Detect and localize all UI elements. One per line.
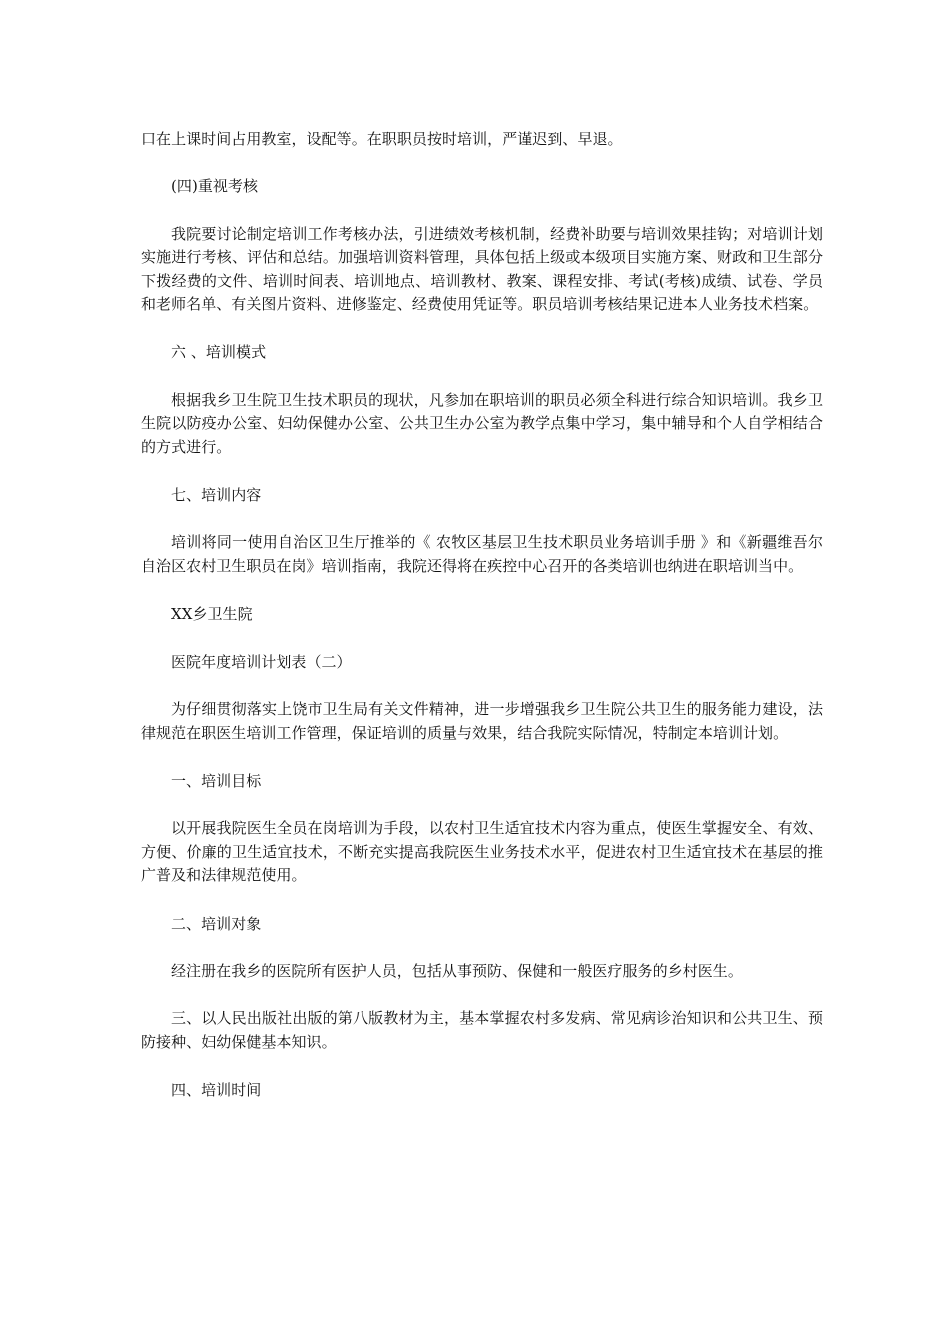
- paragraph-training-content: 培训将同一使用自治区卫生厅推举的《 农牧区基层卫生技术职员业务培训手册 》和《新疆维吾尔自治区农村卫生职员在岗》培训指南，我院还得将在疾控中心召开的各类培训也纳进在职培训当中。: [141, 533, 823, 575]
- paragraph-continuation: 口在上课时间占用教室，设配等。在职职员按时培训，严谨迟到、早退。: [141, 130, 623, 148]
- section-heading-assessment: (四)重视考核: [171, 177, 259, 196]
- paragraph-assessment: 我院要讨论制定培训工作考核办法，引进绩效考核机制，经费补助要与培训效果挂钩；对培训计划实施进行考核、评估和总结。加强培训资料管理，具体包括上级或本级项目实施方案、财政和卫生部分下拨经费的文件、培训时间表、培训地点、培训教材、教案、课程安排、考试(考核)成绩、试卷、学员和老师名单、有关图片资料、进修鉴定、经费使用凭证等。职员培训考核结果记进本人业务技术档案。: [141, 224, 823, 314]
- section-heading-time: 四、培训时间: [171, 1081, 262, 1100]
- section-heading-training-content: 七、培训内容: [171, 486, 262, 505]
- paragraph-materials: 三、以人民出版社出版的第八版教材为主，基本掌握农村多发病、常见病诊治知识和公共卫生、预防接种、妇幼保健基本知识。: [141, 1009, 823, 1051]
- section-heading-training-mode: 六 、培训模式: [171, 343, 267, 362]
- paragraph-training-mode: 根据我乡卫生院卫生技术职员的现状，凡参加在职培训的职员必须全科进行综合知识培训。我乡卫生院以防疫办公室、妇幼保健办公室、公共卫生办公室为教学点集中学习，集中辅导和个人自学相结合的方式进行。: [141, 390, 823, 456]
- section-heading-goal: 一、培训目标: [171, 771, 262, 790]
- signature-hospital: XX乡卫生院: [171, 605, 253, 624]
- section-heading-target: 二、培训对象: [171, 914, 262, 933]
- document-page: [141, 128, 823, 1103]
- paragraph-target: 经注册在我乡的医院所有医护人员，包括从事预防、保健和一般医疗服务的乡村医生。: [171, 961, 743, 980]
- paragraph-goal: 以开展我院医生全员在岗培训为手段，以农村卫生适宜技术内容为重点，使医生掌握安全、有效、方便、价廉的卫生适宜技术，不断充实提高我院医生业务技术水平，促进农村卫生适宜技术在基层的推广普及和法律规范使用。: [141, 819, 823, 885]
- paragraph-intro: 为仔细贯彻落实上饶市卫生局有关文件精神，进一步增强我乡卫生院公共卫生的服务能力建设，法律规范在职医生培训工作管理，保证培训的质量与效果，结合我院实际情况，特制定本培训计划。: [141, 700, 823, 742]
- document-subtitle: 医院年度培训计划表（二）: [171, 652, 352, 671]
